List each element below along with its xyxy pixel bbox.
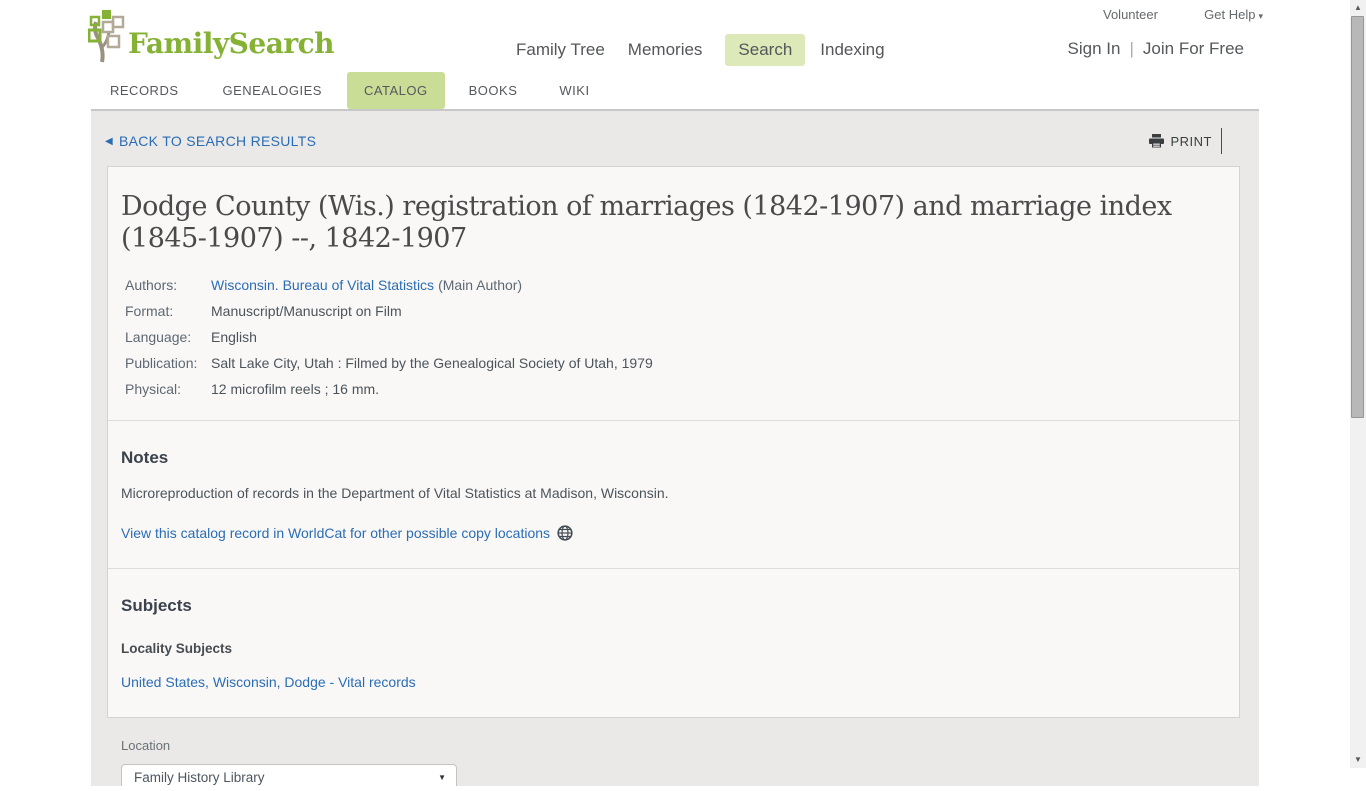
- familysearch-logo[interactable]: [88, 8, 334, 64]
- back-to-search-results-link[interactable]: ◀ BACK TO SEARCH RESULTS: [105, 133, 317, 149]
- location-label: Location: [121, 737, 171, 753]
- content-column: [91, 72, 1259, 785]
- field-physical: Physical: 12 microfilm reels ; 16 mm.: [125, 380, 380, 397]
- section-divider: [108, 420, 1239, 421]
- author-role: (Main Author): [438, 276, 523, 293]
- vertical-scrollbar[interactable]: [1350, 0, 1366, 768]
- main-nav: [516, 34, 908, 66]
- field-authors: Authors: Wisconsin. Bureau of Vital Statistics (Main Author): [125, 276, 523, 293]
- record-title: Dodge County (Wis.) registration of marriages (1842-1907) and marriage index (1845-1907) --, 1842-1907: [121, 191, 1172, 254]
- scroll-down-button[interactable]: ▼: [1354, 755, 1362, 764]
- nav-memories[interactable]: Memories: [627, 40, 703, 59]
- notes-section: [121, 448, 1239, 541]
- print-button[interactable]: PRINT: [1170, 133, 1212, 149]
- subnav-genealogies[interactable]: GENEALOGIES: [222, 83, 322, 98]
- scrollbar-thumb[interactable]: [1351, 16, 1364, 418]
- globe-icon: [557, 525, 573, 541]
- notes-text: Microreproduction of records in the Department of Vital Statistics at Madison, Wisconsin.: [121, 484, 669, 501]
- record-fields: [125, 272, 1239, 402]
- location-block: [121, 738, 1259, 791]
- printer-icon: [1149, 134, 1164, 148]
- page-body: [91, 111, 1259, 791]
- join-for-free-link[interactable]: Join For Free: [1142, 39, 1244, 58]
- logo-wordmark: FamilySearch: [128, 27, 334, 60]
- notes-heading: Notes: [121, 447, 169, 467]
- worldcat-link[interactable]: View this catalog record in WorldCat for other possible copy locations: [121, 524, 551, 541]
- volunteer-link[interactable]: Volunteer: [1103, 7, 1158, 22]
- subnav-records[interactable]: RECORDS: [110, 83, 179, 98]
- back-arrow-icon: ◀: [105, 135, 113, 147]
- subnav-wiki[interactable]: WIKI: [559, 83, 590, 98]
- subnav-books[interactable]: BOOKS: [468, 83, 518, 98]
- auth-separator: |: [1129, 39, 1134, 58]
- nav-family-tree[interactable]: Family Tree: [516, 40, 605, 59]
- subjects-section: [121, 596, 1239, 690]
- caret-down-icon: ▾: [1258, 11, 1263, 21]
- section-divider: [108, 568, 1239, 569]
- locality-subject-link[interactable]: United States, Wisconsin, Dodge - Vital records: [121, 673, 416, 690]
- field-format: Format: Manuscript/Manuscript on Film: [125, 302, 402, 319]
- catalog-subnav: [91, 72, 1259, 111]
- author-link[interactable]: Wisconsin. Bureau of Vital Statistics: [211, 276, 435, 293]
- toolbar-separator: [1221, 128, 1222, 154]
- field-language: Language: English: [125, 328, 257, 345]
- auth-links: [1068, 39, 1244, 59]
- nav-indexing[interactable]: Indexing: [820, 40, 885, 59]
- field-publication: Publication: Salt Lake City, Utah : Filmed by the Genealogical Society of Utah, 1979: [125, 354, 653, 371]
- get-help-menu[interactable]: Get Help ▾: [1204, 7, 1263, 22]
- site-header: [0, 0, 1350, 72]
- tree-icon: [88, 8, 126, 64]
- select-caret-icon: ▼: [438, 772, 446, 782]
- subnav-catalog[interactable]: CATALOG: [347, 72, 445, 109]
- scroll-up-button[interactable]: ▲: [1354, 3, 1362, 12]
- bottom-edge: [91, 786, 1259, 791]
- sign-in-link[interactable]: Sign In: [1067, 39, 1121, 58]
- location-selected-value: Family History Library: [134, 769, 265, 785]
- subjects-heading: Subjects: [121, 595, 192, 615]
- nav-search[interactable]: Search: [725, 34, 805, 66]
- catalog-record-card: [107, 166, 1240, 718]
- locality-subjects-heading: Locality Subjects: [121, 640, 233, 656]
- toolbar: [105, 128, 1222, 154]
